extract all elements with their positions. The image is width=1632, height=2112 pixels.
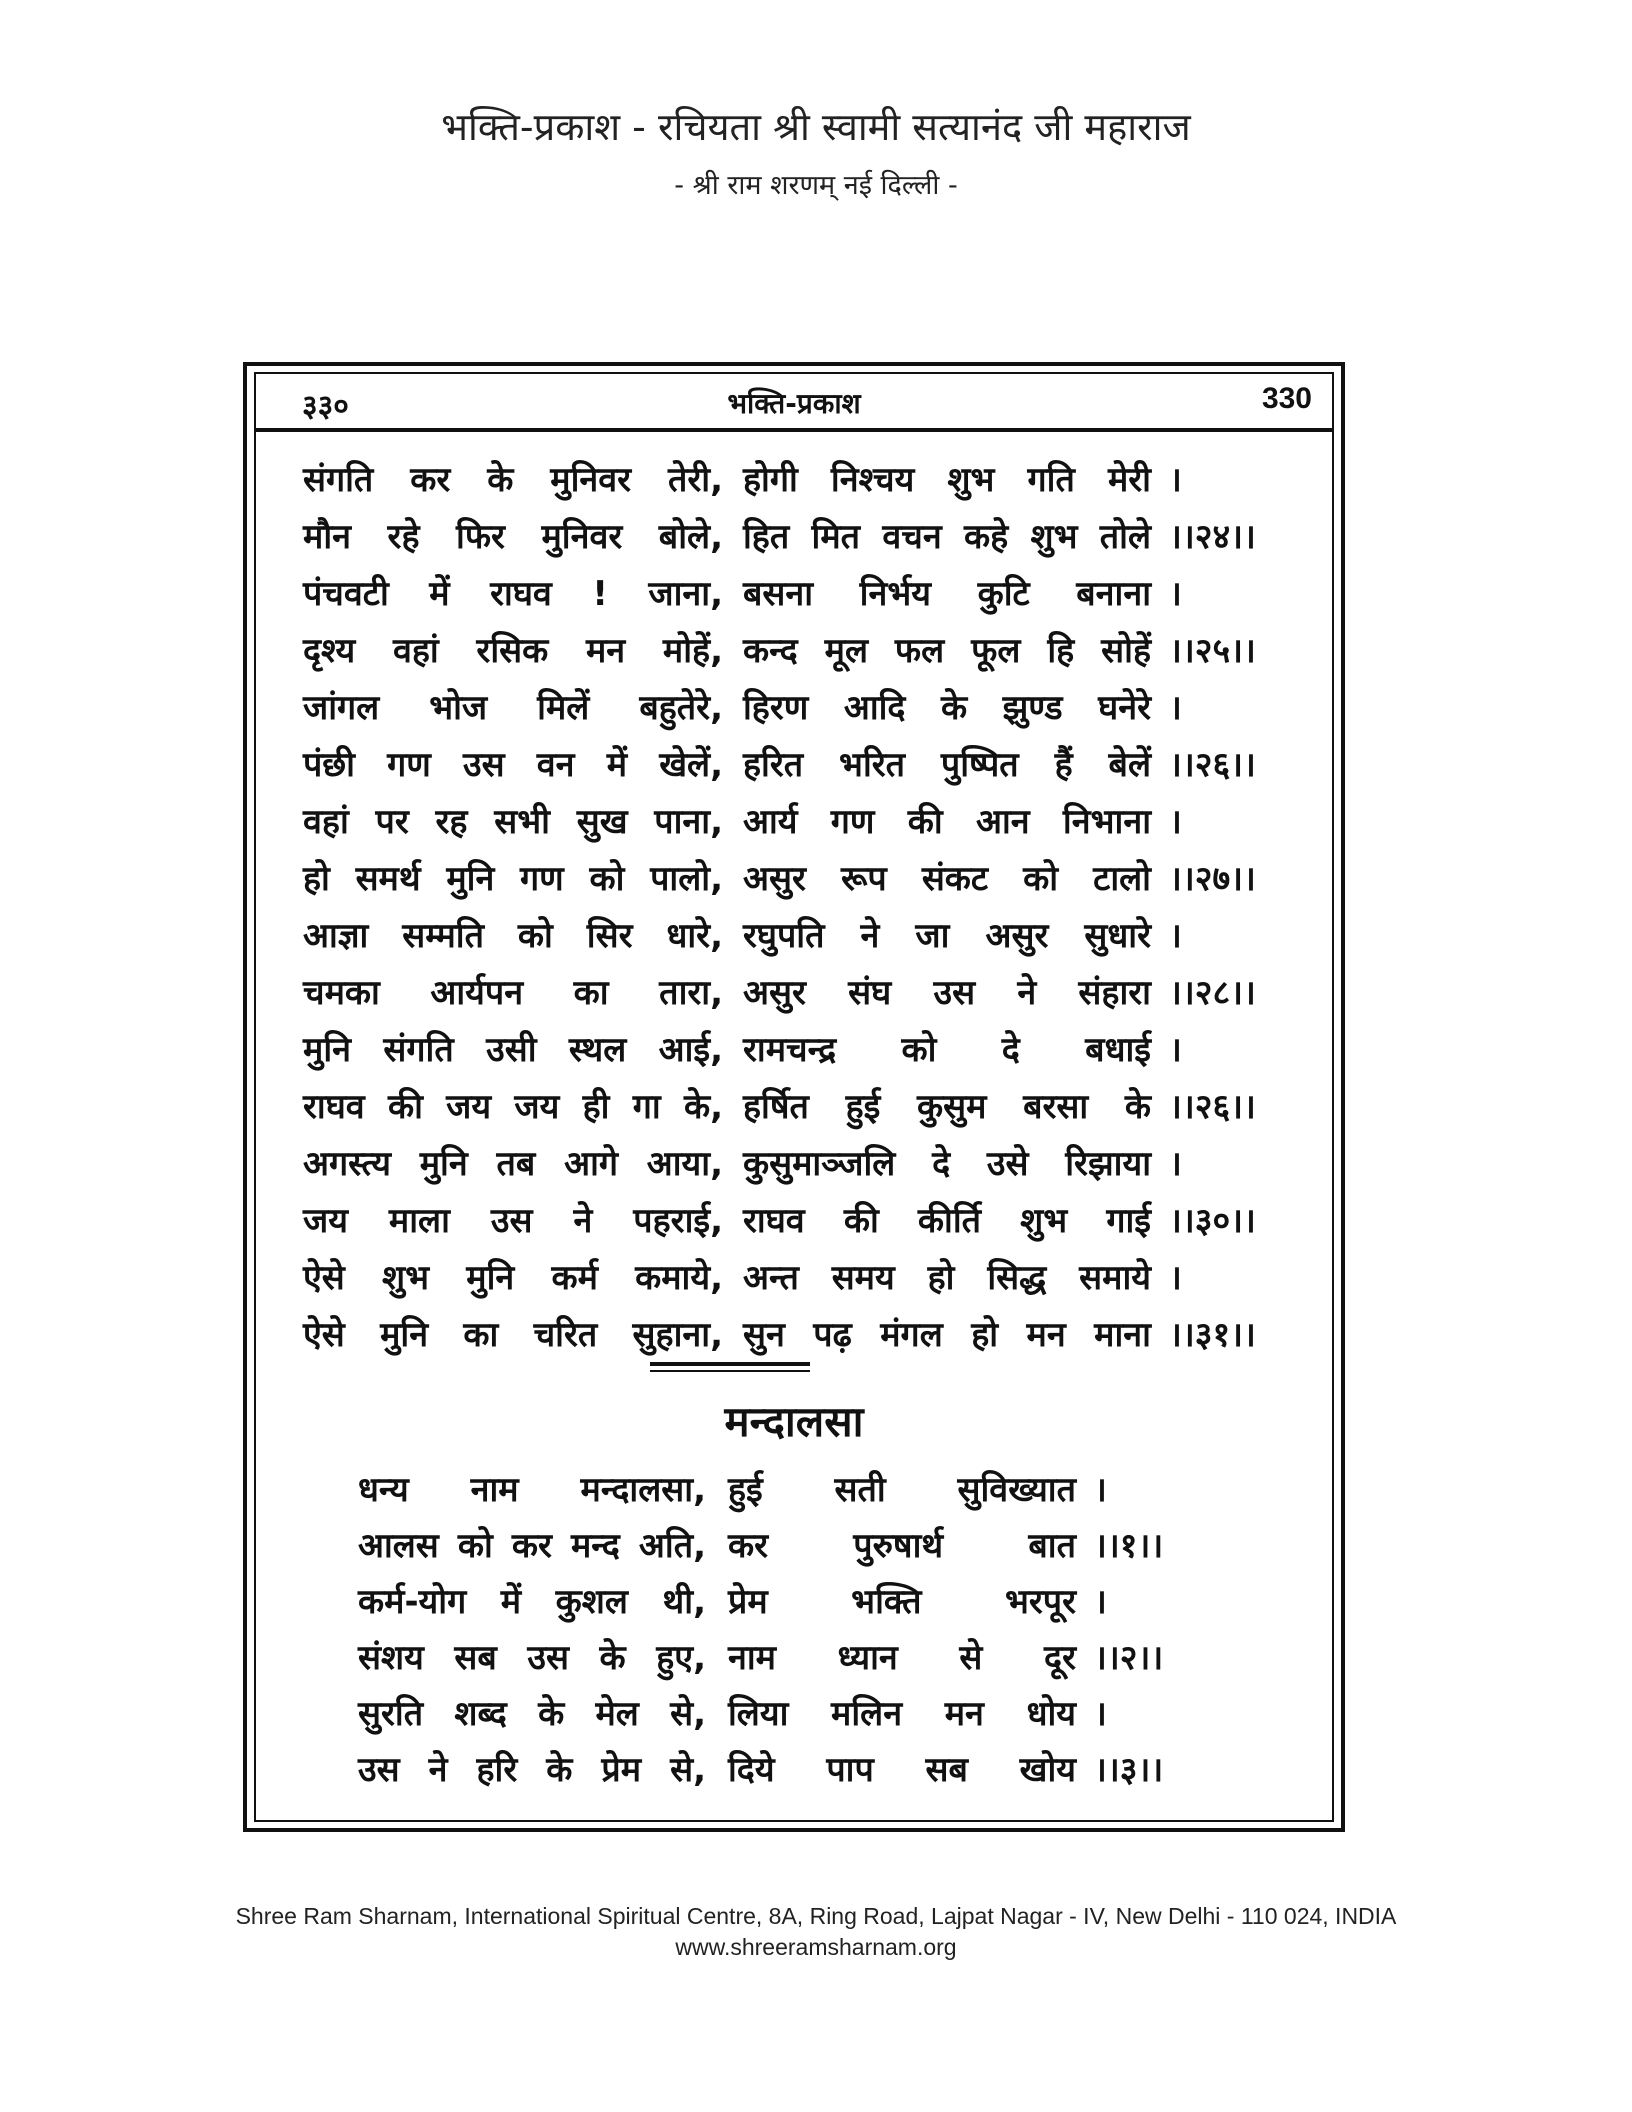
verse-second-half: हरित भरित पुष्पित हैं बेलें: [743, 745, 1151, 785]
doha-first-half: सुरति शब्द के मेल से,: [358, 1694, 706, 1734]
verse-second-half: कन्द मूल फल फूल हि सोहें: [743, 631, 1151, 671]
page-number-devanagari: ३३०: [302, 389, 349, 424]
verse-line: [303, 618, 1323, 675]
verse-first-half: मुनि संगति उसी स्थल आई,: [303, 1030, 723, 1070]
section-divider: [650, 1362, 810, 1372]
verse-first-half: चमका आर्यपन का तारा,: [303, 973, 723, 1013]
verse-second-half: कुसुमाञ्जलि दे उसे रिझाया: [743, 1144, 1151, 1184]
verse-number: ।।३०।।: [1169, 1201, 1256, 1241]
verse-number: ।।२६।।: [1169, 1087, 1256, 1127]
doha-first-half: संशय सब उस के हुए,: [358, 1638, 706, 1678]
verse-second-half: हर्षित हुई कुसुम बरसा के: [743, 1087, 1151, 1127]
doha-line: [358, 1737, 1258, 1793]
verse-number: ।: [1169, 1144, 1182, 1184]
verse-line: [303, 1245, 1323, 1302]
verse-first-half: राघव की जय जय ही गा के,: [303, 1087, 723, 1127]
document-subtitle: - श्री राम शरणम् नई दिल्ली -: [674, 170, 958, 201]
verse-first-half: आज्ञा सम्मति को सिर धारे,: [303, 916, 723, 956]
verse-line: [303, 1074, 1323, 1131]
footer-website-link[interactable]: www.shreeramsharnam.org: [675, 1934, 957, 1960]
verse-number: ।: [1169, 688, 1182, 728]
verse-line: [303, 561, 1323, 618]
verse-second-half: असुर रूप संकट को टालो: [743, 859, 1151, 899]
verse-line: [303, 732, 1323, 789]
doha-first-half: उस ने हरि के प्रेम से,: [358, 1750, 706, 1790]
running-header: [254, 372, 1334, 432]
doha-number: ।।३।।: [1094, 1750, 1164, 1790]
verse-line: [303, 675, 1323, 732]
verse-second-half: असुर संघ उस ने संहारा: [743, 973, 1151, 1013]
doha-line: [358, 1625, 1258, 1681]
doha-second-half: नाम ध्यान से दूर: [728, 1638, 1076, 1678]
verse-first-half: मौन रहे फिर मुनिवर बोले,: [303, 517, 723, 557]
verse-line: [303, 1131, 1323, 1188]
doha-number: ।।१।।: [1094, 1526, 1164, 1566]
document-title: भक्ति-प्रकाश - रचियता श्री स्वामी सत्यानंद जी महाराज: [441, 105, 1191, 149]
verse-line: [303, 789, 1323, 846]
verse-first-half: जांगल भोज मिलें बहुतेरे,: [303, 688, 723, 728]
doha-block: [358, 1457, 1258, 1793]
verse-second-half: हिरण आदि के झुण्ड घनेरे: [743, 688, 1151, 728]
verse-first-half: पंछी गण उस वन में खेलें,: [303, 745, 723, 785]
verse-first-half: अगस्त्य मुनि तब आगे आया,: [303, 1144, 723, 1184]
doha-second-half: दिये पाप सब खोय: [728, 1750, 1076, 1790]
verse-number: ।।२७।।: [1169, 859, 1256, 899]
running-title: भक्ति-प्रकाश: [727, 387, 861, 420]
verse-line: [303, 447, 1323, 504]
verse-second-half: सुन पढ़ मंगल हो मन माना: [743, 1315, 1151, 1355]
verse-number: ।: [1169, 802, 1182, 842]
verse-first-half: जय माला उस ने पहराई,: [303, 1201, 723, 1241]
verse-second-half: आर्य गण की आन निभाना: [743, 802, 1151, 842]
doha-number: ।।२।।: [1094, 1638, 1164, 1678]
doha-line: [358, 1681, 1258, 1737]
doha-second-half: कर पुरुषार्थ बात: [728, 1526, 1076, 1566]
verse-second-half: रामचन्द्र को दे बधाई: [743, 1030, 1151, 1070]
doha-number: ।: [1094, 1694, 1107, 1734]
verse-line: [303, 504, 1323, 561]
section-title: मन्दालसा: [724, 1397, 864, 1446]
verse-number: ।।३१।।: [1169, 1315, 1256, 1355]
verse-line: [303, 846, 1323, 903]
verse-number: ।: [1169, 460, 1182, 500]
doha-second-half: हुई सती सुविख्यात: [728, 1470, 1076, 1510]
verse-number: ।।२६।।: [1169, 745, 1256, 785]
verse-first-half: ऐसे शुभ मुनि कर्म कमाये,: [303, 1258, 723, 1298]
verse-second-half: अन्त समय हो सिद्ध समाये: [743, 1258, 1151, 1298]
doha-line: [358, 1457, 1258, 1513]
verse-number: ।।२४।।: [1169, 517, 1256, 557]
doha-line: [358, 1569, 1258, 1625]
verse-block: [303, 447, 1323, 1359]
doha-number: ।: [1094, 1582, 1107, 1622]
verse-line: [303, 1188, 1323, 1245]
verse-number: ।: [1169, 1258, 1182, 1298]
doha-first-half: कर्म-योग में कुशल थी,: [358, 1582, 706, 1622]
doha-second-half: लिया मलिन मन धोय: [728, 1694, 1076, 1734]
verse-line: [303, 1017, 1323, 1074]
verse-number: ।।२८।।: [1169, 973, 1256, 1013]
verse-second-half: रघुपति ने जा असुर सुधारे: [743, 916, 1151, 956]
verse-line: [303, 903, 1323, 960]
verse-first-half: ऐसे मुनि का चरित सुहाना,: [303, 1315, 723, 1355]
doha-line: [358, 1513, 1258, 1569]
page-number: 330: [1261, 382, 1312, 415]
doha-second-half: प्रेम भक्ति भरपूर: [728, 1582, 1076, 1622]
verse-number: ।।२५।।: [1169, 631, 1256, 671]
verse-number: ।: [1169, 916, 1182, 956]
verse-line: [303, 1302, 1323, 1359]
verse-second-half: होगी निश्चय शुभ गति मेरी: [743, 460, 1151, 500]
doha-first-half: धन्य नाम मन्दालसा,: [358, 1470, 706, 1510]
doha-number: ।: [1094, 1470, 1107, 1510]
verse-first-half: वहां पर रह सभी सुख पाना,: [303, 802, 723, 842]
verse-first-half: पंचवटी में राघव ! जाना,: [303, 574, 723, 614]
doha-first-half: आलस को कर मन्द अति,: [358, 1526, 706, 1566]
verse-first-half: दृश्य वहां रसिक मन मोहें,: [303, 631, 723, 671]
verse-number: ।: [1169, 1030, 1182, 1070]
verse-line: [303, 960, 1323, 1017]
verse-second-half: हित मित वचन कहे शुभ तोले: [743, 517, 1151, 557]
verse-first-half: हो समर्थ मुनि गण को पालो,: [303, 859, 723, 899]
verse-second-half: राघव की कीर्ति शुभ गाई: [743, 1201, 1151, 1241]
verse-number: ।: [1169, 574, 1182, 614]
verse-second-half: बसना निर्भय कुटि बनाना: [743, 574, 1151, 614]
footer-address: Shree Ram Sharnam, International Spiritual Centre, 8A, Ring Road, Lajpat Nagar - IV, New Delhi - 110 024, INDIA: [235, 1903, 1397, 1929]
verse-first-half: संगति कर के मुनिवर तेरी,: [303, 460, 723, 500]
